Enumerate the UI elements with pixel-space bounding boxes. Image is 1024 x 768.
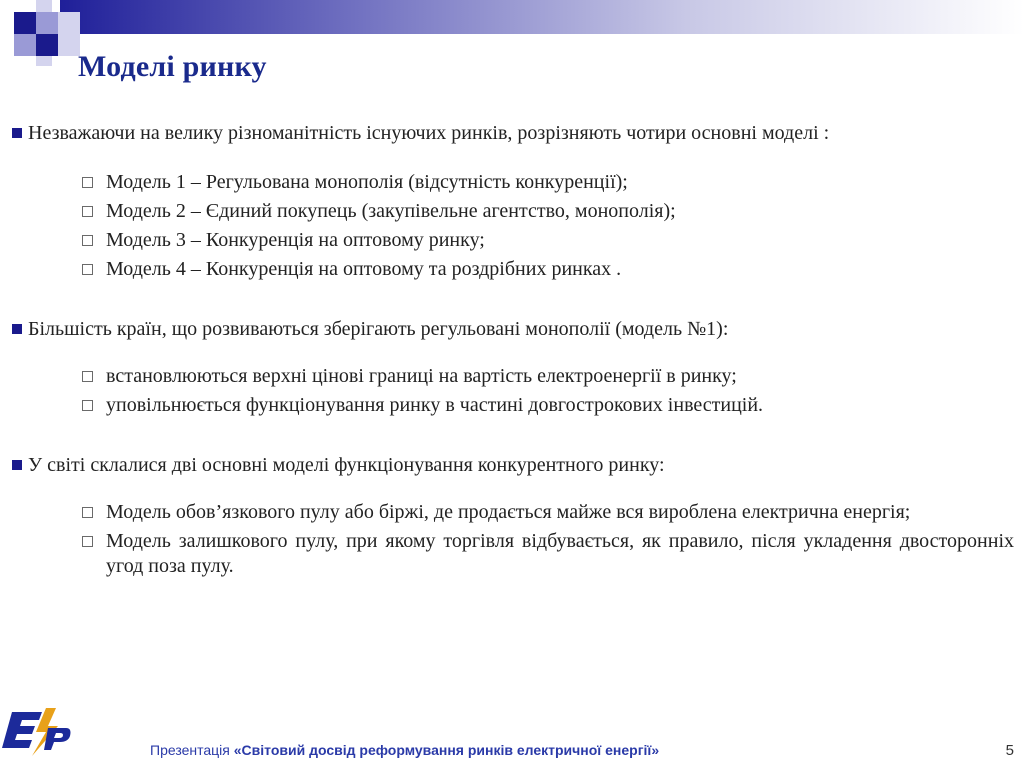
square-bullet-icon: [12, 324, 22, 334]
hollow-square-bullet-icon: [82, 507, 93, 518]
hollow-square-bullet-icon: [82, 536, 93, 547]
sub-list: [12, 364, 1014, 418]
list-item: Модель обов’язкового пулу або біржі, де продається майже вся вироблена електрична енергія;: [82, 500, 1014, 525]
slide-content: [12, 120, 1014, 583]
decor-square: [14, 12, 36, 34]
sub-list: [12, 170, 1014, 282]
bullet-text: Більшість країн, що розвиваються зберігають регульовані монополії (модель №1):: [28, 318, 729, 340]
hollow-square-bullet-icon: [82, 264, 93, 275]
decor-square: [36, 12, 58, 34]
list-item: Модель залишкового пулу, при якому торгівля відбувається, як правило, після укладення двосторонніх угод поза пулу.: [82, 529, 1014, 579]
hollow-square-bullet-icon: [82, 177, 93, 188]
decor-square: [36, 56, 52, 66]
hollow-square-bullet-icon: [82, 400, 93, 411]
page-number: 5: [1005, 742, 1014, 759]
list-item: Модель 2 – Єдиний покупець (закупівельне агентство, монополія);: [82, 199, 1014, 224]
hollow-square-bullet-icon: [82, 371, 93, 382]
bullet-paragraph: [12, 120, 1014, 146]
ep-logo-icon: [2, 706, 72, 763]
bullet-text: Незважаючи на велику різноманітність існуючих ринків, розрізняють чотири основні моделі :: [28, 122, 830, 144]
sub-list: [12, 500, 1014, 579]
footer: [150, 742, 659, 758]
bullet-paragraph: [12, 452, 1014, 478]
decor-square: [14, 34, 36, 56]
decor-square: [58, 12, 80, 34]
list-item: встановлюються верхні цінові границі на вартість електроенергії в ринку;: [82, 364, 1014, 389]
list-item: Модель 3 – Конкуренція на оптовому ринку;: [82, 228, 1014, 253]
square-bullet-icon: [12, 128, 22, 138]
list-item: уповільнюється функціонування ринку в частині довгострокових інвестицій.: [82, 393, 1014, 418]
footer-prefix: Презентація: [150, 742, 234, 758]
header-gradient-band: [60, 0, 1024, 34]
list-item: Модель 1 – Регульована монополія (відсутність конкуренції);: [82, 170, 1014, 195]
bullet-text: У світі склалися дві основні моделі функціонування конкурентного ринку:: [28, 454, 665, 476]
decor-square: [36, 34, 58, 56]
square-bullet-icon: [12, 460, 22, 470]
footer-title: «Світовий досвід реформування ринків електричної енергії»: [233, 742, 660, 758]
decor-square: [58, 34, 80, 56]
slide-title: Моделі ринку: [78, 50, 267, 83]
list-item: Модель 4 – Конкуренція на оптовому та роздрібних ринках .: [82, 257, 1014, 282]
decor-square: [36, 0, 52, 12]
bullet-paragraph: [12, 316, 1014, 342]
hollow-square-bullet-icon: [82, 235, 93, 246]
hollow-square-bullet-icon: [82, 206, 93, 217]
